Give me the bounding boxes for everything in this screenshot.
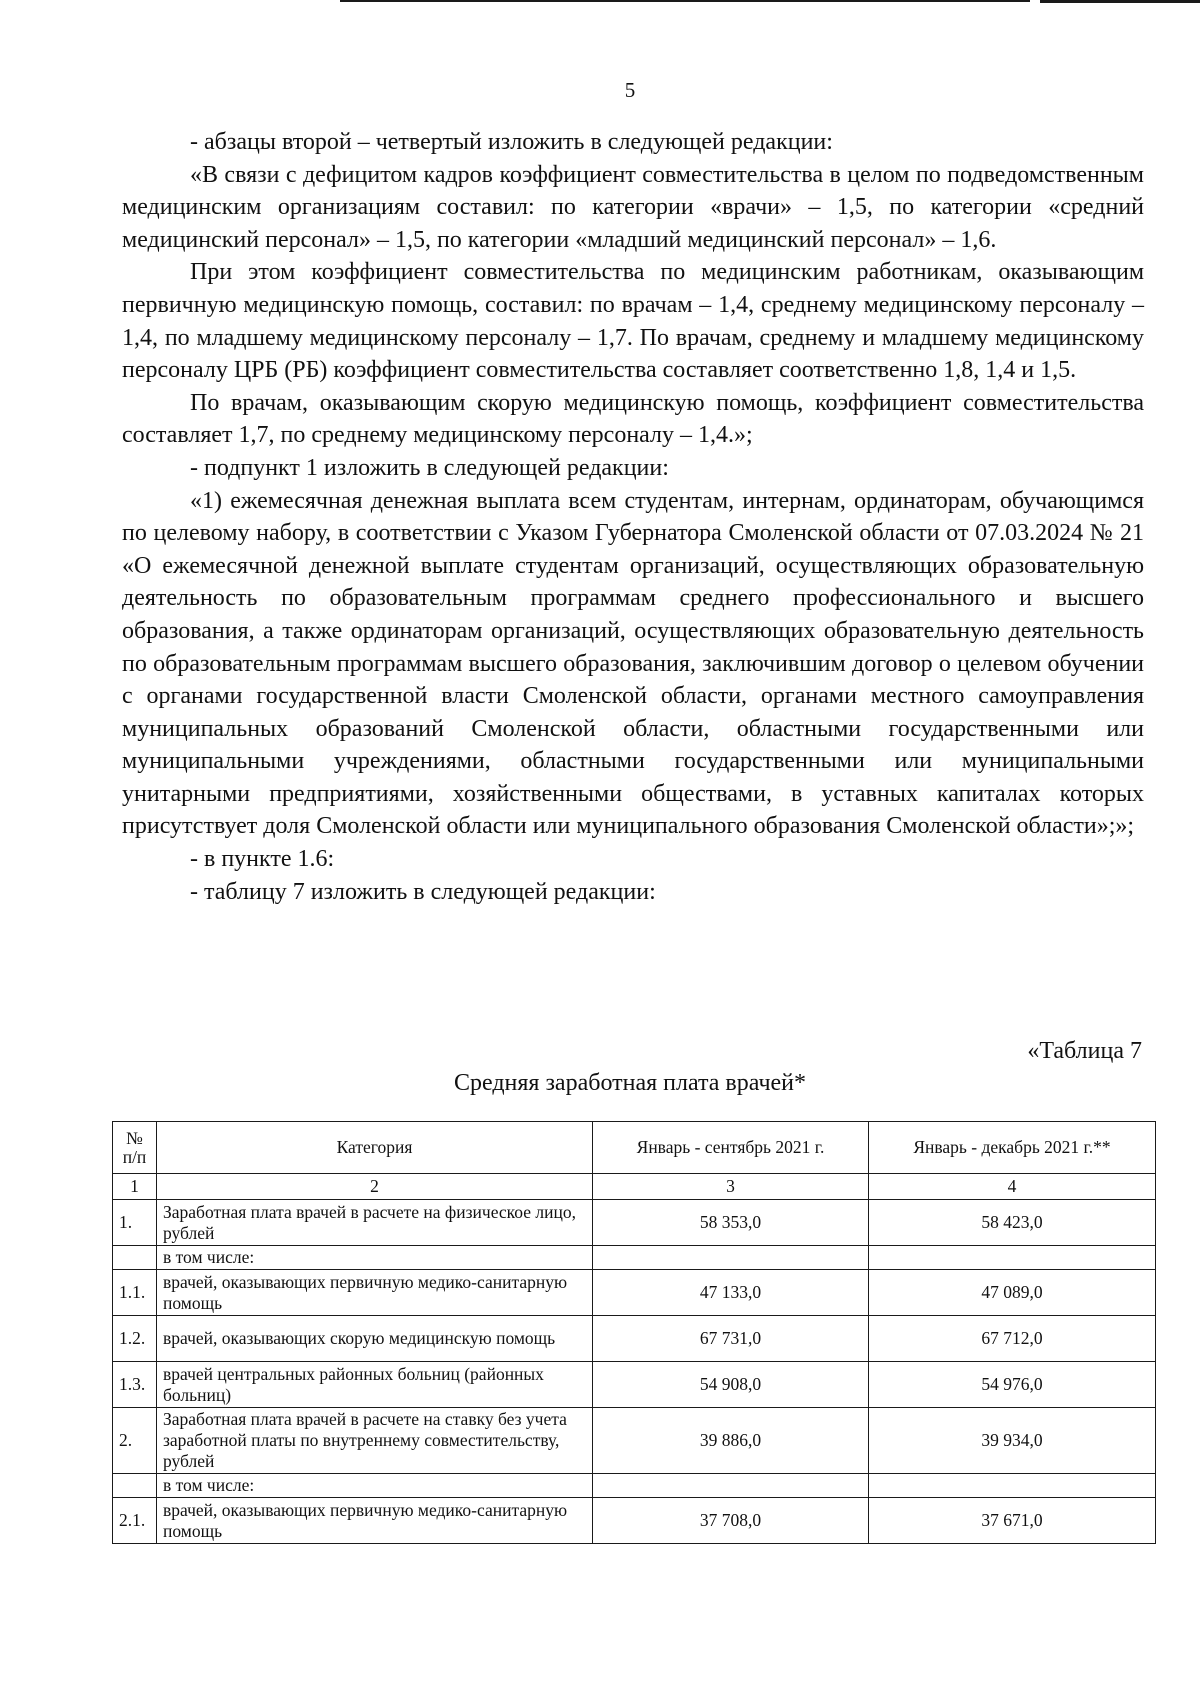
table-row (113, 1200, 1156, 1246)
table-title: Средняя заработная плата врачей* (453, 1070, 807, 1096)
table-header-row (113, 1122, 1156, 1174)
table-row (113, 1474, 1156, 1498)
table-label: «Таблица 7 (1027, 1038, 1142, 1064)
column-number: 3 (593, 1174, 869, 1200)
row-value-period-2: 54 976,0 (869, 1362, 1156, 1408)
column-numbers-row (113, 1174, 1156, 1200)
header-period-2: Январь - декабрь 2021 г.** (869, 1122, 1156, 1174)
table-row (113, 1246, 1156, 1270)
paragraph: - таблицу 7 изложить в следующей редакции: (190, 878, 656, 905)
table-row (113, 1362, 1156, 1408)
row-value-period-1: 58 353,0 (593, 1200, 869, 1246)
top-scan-line (340, 0, 1030, 2)
header-category: Категория (157, 1122, 593, 1174)
row-category: врачей, оказывающих первичную медико-санитарную помощь (157, 1270, 593, 1316)
row-value-period-2: 39 934,0 (869, 1408, 1156, 1474)
row-value-period-1: 39 886,0 (593, 1408, 869, 1474)
row-category: в том числе: (157, 1246, 593, 1270)
row-number: 2.1. (113, 1498, 157, 1544)
row-value-period-2: 37 671,0 (869, 1498, 1156, 1544)
paragraph: При этом коэффициент совместительства по медицинским работникам, оказывающим первичную медицинскую помощь, составил: по врачам – 1,4, среднему медицинскому персоналу – 1,4, по младшему медицинскому персоналу – 1,7. По врачам, среднему и младшему медицинскому персоналу ЦРБ (РБ) коэффициент совместительства составляет соответственно 1,8, 1,4 и 1,5. (122, 259, 1144, 384)
paragraph: - в пункте 1.6: (190, 846, 335, 873)
table-row (113, 1408, 1156, 1474)
column-number: 2 (157, 1174, 593, 1200)
row-value-period-1: 54 908,0 (593, 1362, 869, 1408)
paragraph: «1) ежемесячная денежная выплата всем студентам, интернам, ординаторам, обучающимся по целевому набору, в соответствии с Указом Губернатора Смоленской области от 07.03.2024 № 21 «О ежемесячной денежной выплате студентам организаций, осуществляющих образовательную деятельность по образовательным программам среднего профессионального и высшего образования, а также ординаторам организаций, осуществляющих образовательную деятельность по образовательным программам высшего образования, заключившим договор о целевом обучении с органами государственной власти Смоленской области, органами местного самоуправления муниципальных образований Смоленской области, областными государственными или муниципальными учреждениями, областными государственными или муниципальными унитарными предприятиями, хозяйственными обществами, в уставных капиталах которых присутствует доля Смоленской области или муниципального образования Смоленской области»;»; (122, 487, 1144, 840)
column-number: 4 (869, 1174, 1156, 1200)
header-period-1: Январь - сентябрь 2021 г. (593, 1122, 869, 1174)
row-value-period-1 (593, 1474, 869, 1498)
row-category: в том числе: (157, 1474, 593, 1498)
paragraph: По врачам, оказывающим скорую медицинскую помощь, коэффициент совместительства составляет 1,7, по среднему медицинскому персоналу – 1,4.»; (122, 389, 1144, 449)
row-category: Заработная плата врачей в расчете на ставку без учета заработной платы по внутреннему совместительству, рублей (157, 1408, 593, 1474)
paragraph: - подпункт 1 изложить в следующей редакции: (190, 454, 669, 481)
document-body (122, 126, 1144, 908)
row-value-period-2: 67 712,0 (869, 1316, 1156, 1362)
row-number: 1. (113, 1200, 157, 1246)
row-number: 1.1. (113, 1270, 157, 1316)
column-number: 1 (113, 1174, 157, 1200)
top-scan-line-right (1040, 0, 1200, 3)
row-category: врачей центральных районных больниц (районных больниц) (157, 1362, 593, 1408)
row-category: врачей, оказывающих скорую медицинскую помощь (157, 1316, 593, 1362)
page-number: 5 (624, 78, 636, 102)
row-value-period-1: 37 708,0 (593, 1498, 869, 1544)
paragraph: «В связи с дефицитом кадров коэффициент совместительства в целом по подведомственным медицинским организациям составил: по категории «врачи» – 1,5, по категории «средний медицинский персонал» – 1,5, по категории «младший медицинский персонал» – 1,6. (122, 161, 1144, 253)
row-number: 2. (113, 1408, 157, 1474)
row-value-period-2 (869, 1474, 1156, 1498)
paragraph: - абзацы второй – четвертый изложить в следующей редакции: (190, 129, 833, 155)
header-num: № п/п (113, 1122, 157, 1174)
row-value-period-2: 58 423,0 (869, 1200, 1156, 1246)
row-number (113, 1246, 157, 1270)
row-number: 1.2. (113, 1316, 157, 1362)
row-number (113, 1474, 157, 1498)
row-value-period-1: 67 731,0 (593, 1316, 869, 1362)
table-row (113, 1316, 1156, 1362)
row-value-period-1 (593, 1246, 869, 1270)
table-row (113, 1498, 1156, 1544)
row-category: Заработная плата врачей в расчете на физическое лицо, рублей (157, 1200, 593, 1246)
row-number: 1.3. (113, 1362, 157, 1408)
table-row (113, 1270, 1156, 1316)
row-value-period-1: 47 133,0 (593, 1270, 869, 1316)
row-value-period-2: 47 089,0 (869, 1270, 1156, 1316)
row-value-period-2 (869, 1246, 1156, 1270)
salary-table (112, 1121, 1156, 1544)
row-category: врачей, оказывающих первичную медико-санитарную помощь (157, 1498, 593, 1544)
